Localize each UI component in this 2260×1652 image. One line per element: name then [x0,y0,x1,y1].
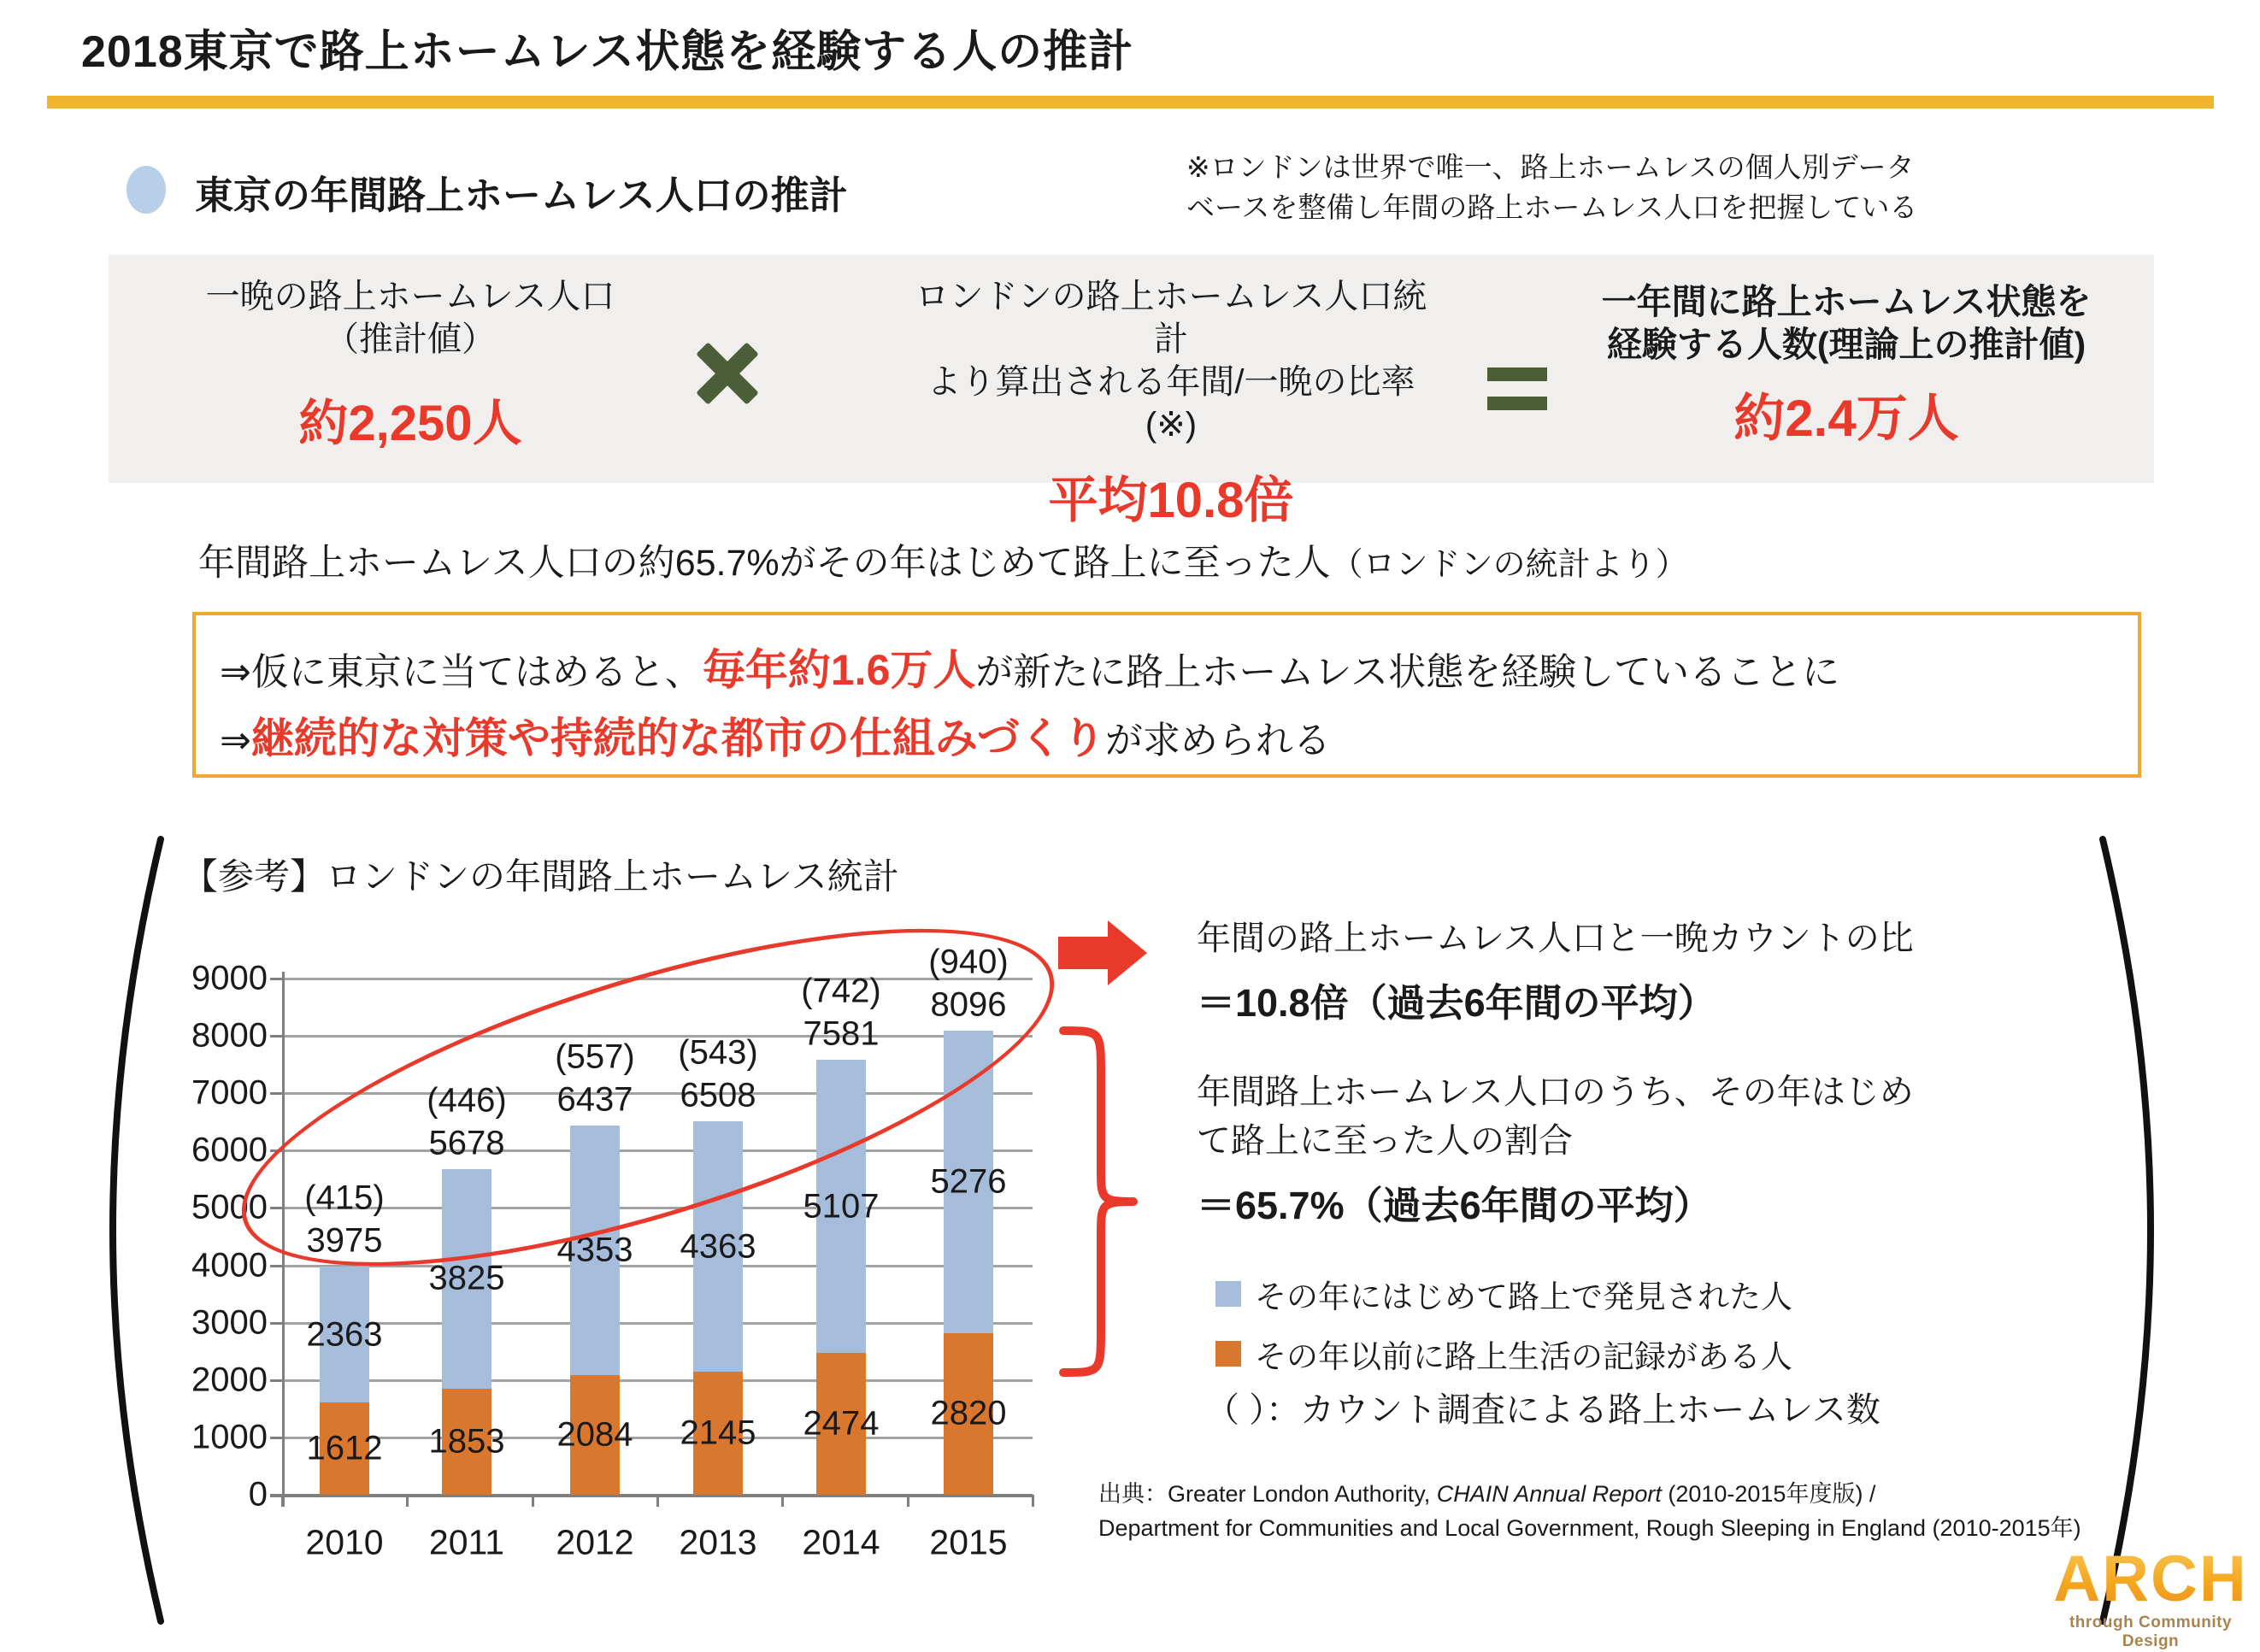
bar-label-count: (940) [928,943,1009,981]
source-citation [1098,1477,2081,1545]
bar-label-total: 7581 [803,1014,880,1053]
annotation-ratio-line1: 年間の路上ホームレス人口と一晩カウントの比 [1197,920,1914,957]
bar-label-new: 2363 [306,1315,383,1354]
note-line1: ※ロンドンは世界で唯一、路上ホームレスの個人別データ [1186,151,1915,183]
legend-label-new: その年にはじめて路上で発見された人 [1255,1279,1792,1314]
y-tick-mark [270,1379,282,1382]
annotation-share-line1: 年間路上ホームレス人口のうち、その年はじめ [1197,1073,1914,1111]
callout-line1-prefix: ⇒仮に東京に当てはめると、 [220,651,703,693]
annotation-ratio-line2: ＝10.8倍（過去6年間の平均） [1197,981,1716,1025]
y-axis-tick-label: 9000 [191,959,268,997]
red-arrow-icon [1058,937,1108,969]
page-title: 2018東京で路上ホームレス状態を経験する人の推計 [81,27,1134,77]
y-tick-mark [270,1035,282,1038]
y-axis-tick-label: 6000 [191,1131,268,1169]
gridline [282,1322,1033,1325]
gridline [282,1379,1033,1382]
bar-label-new: 4363 [680,1227,756,1266]
bar-label-prior: 2820 [930,1394,1007,1432]
bar-label-total: 6437 [556,1080,633,1119]
bar-label-prior: 2145 [680,1414,756,1452]
y-tick-mark [270,1265,282,1267]
bar-label-count: (557) [555,1038,635,1076]
arch-logo-wordmark: ARCH [2043,1545,2258,1614]
bar-label-total: 5678 [428,1124,505,1162]
formula-left-label1: 一晩の路上ホームレス人口 [205,278,615,315]
y-axis-tick-label: 8000 [191,1016,268,1055]
bar-label-prior: 1612 [306,1429,383,1467]
x-axis-category-label: 2015 [929,1522,1008,1562]
y-tick-mark [270,978,282,980]
annotation-share [1197,1068,1914,1230]
x-tick-mark [406,1495,409,1507]
arch-logo-tagline: through Community Design [2069,1614,2233,1650]
callout-line1-highlight: 毎年約1.6万人 [702,646,976,694]
x-tick-mark [281,1495,284,1507]
x-tick-mark [781,1495,784,1507]
y-axis-tick-label: 1000 [191,1418,268,1456]
x-tick-mark [1032,1495,1034,1507]
y-axis-tick-label: 0 [248,1475,268,1514]
bar-label-count: (742) [801,972,881,1010]
legend-swatch-orange [1215,1341,1241,1367]
x-tick-mark [907,1495,909,1507]
formula-left-value: 約2,250人 [298,396,522,451]
gridline [282,1437,1033,1439]
formula-right-value: 約2.4万人 [1733,390,1959,447]
bar-label-count: (543) [678,1033,758,1072]
annotation-share-line3: ＝65.7%（過去6年間の平均） [1197,1184,1712,1227]
y-tick-mark [270,1437,282,1439]
y-axis-tick-label: 4000 [191,1246,268,1285]
bar-label-total: 3975 [306,1221,383,1260]
formula-middle-value: 平均10.8倍 [1048,473,1294,528]
legend-swatch-blue [1215,1281,1241,1307]
bar-label-new: 5276 [930,1162,1007,1201]
bar-label-new: 4353 [556,1231,633,1269]
formula-left-label2: （推計値） [325,320,496,358]
legend-item-new [1215,1271,1792,1317]
bar-label-prior: 2474 [803,1404,880,1443]
bar-label-new: 5107 [803,1187,880,1226]
source-line2: Department for Communities and Local Government, Rough Sleeping in England (2010-2015年) [1098,1515,2081,1541]
x-axis-category-label: 2011 [428,1522,505,1562]
source-italic-title: CHAIN Annual Report [1436,1481,1662,1507]
bar-label-total: 6508 [680,1076,756,1114]
bar-label-count: (415) [304,1179,385,1217]
formula-right-label2: 経験する人数(理論上の推計値) [1606,325,2086,364]
bar-label-new: 3825 [428,1259,505,1297]
legend-label-prior: その年以前に路上生活の記録がある人 [1255,1339,1792,1374]
x-axis-line [270,1494,1033,1497]
formula-right-label1: 一年間に路上ホームレス状態を [1601,282,2092,321]
bar-label-total: 8096 [930,985,1007,1024]
bar-label-count: (446) [427,1081,507,1120]
stat-line-text: 年間路上ホームレス人口の約65.7%がその年はじめて路上に至った人 [198,543,1331,584]
y-tick-mark [270,1322,282,1325]
source-line1 [1098,1477,2081,1511]
formula-middle-label2: より算出される年間/一晩の比率(※) [927,363,1415,444]
y-axis-tick-label: 7000 [191,1073,268,1112]
callout-line2-highlight: 継続的な対策や持続的な都市の仕組みづくり [250,714,1105,762]
red-arrow-head-icon [1108,920,1147,985]
callout-line2-prefix: ⇒ [220,720,251,761]
legend-item-prior [1215,1331,1792,1377]
count-survey-note: （ ）：カウント調査による路上ホームレス数 [1205,1391,1880,1429]
arch-logo [2043,1545,2258,1651]
stat-line-suffix: （ロンドンの統計より） [1330,547,1688,583]
x-axis-category-label: 2012 [556,1522,634,1562]
x-tick-mark [532,1495,534,1507]
y-axis-tick-label: 2000 [191,1361,268,1399]
x-axis-category-label: 2010 [305,1522,384,1562]
callout-line2-suffix: が求められる [1104,720,1331,761]
annotation-ratio [1197,911,1914,1027]
y-tick-mark [270,1092,282,1095]
reference-chart-title: 【参考】ロンドンの年間路上ホームレス統計 [182,856,899,897]
red-brace-icon [1053,1024,1142,1383]
bar-label-prior: 1853 [428,1422,505,1461]
x-axis-category-label: 2013 [679,1522,757,1562]
note-line2: ベースを整備し年間の路上ホームレス人口を把握している [1186,191,1918,223]
formula-middle-label1: ロンドンの路上ホームレス人口統計 [915,278,1427,358]
source-prefix: 出典：Greater London Authority, [1098,1481,1437,1507]
annotation-share-line2: て路上に至った人の割合 [1197,1122,1573,1160]
y-axis-tick-label: 3000 [191,1303,268,1342]
bar-label-prior: 2084 [556,1415,633,1454]
section-heading: 東京の年間路上ホームレス人口の推計 [195,173,848,217]
source-suffix: (2010-2015年度版) / [1661,1481,1876,1507]
callout-line1-suffix: が新たに路上ホームレス状態を経験していることに [975,651,1840,693]
x-tick-mark [656,1495,659,1507]
x-axis-category-label: 2014 [802,1522,880,1562]
y-axis-tick-label: 5000 [191,1188,268,1226]
